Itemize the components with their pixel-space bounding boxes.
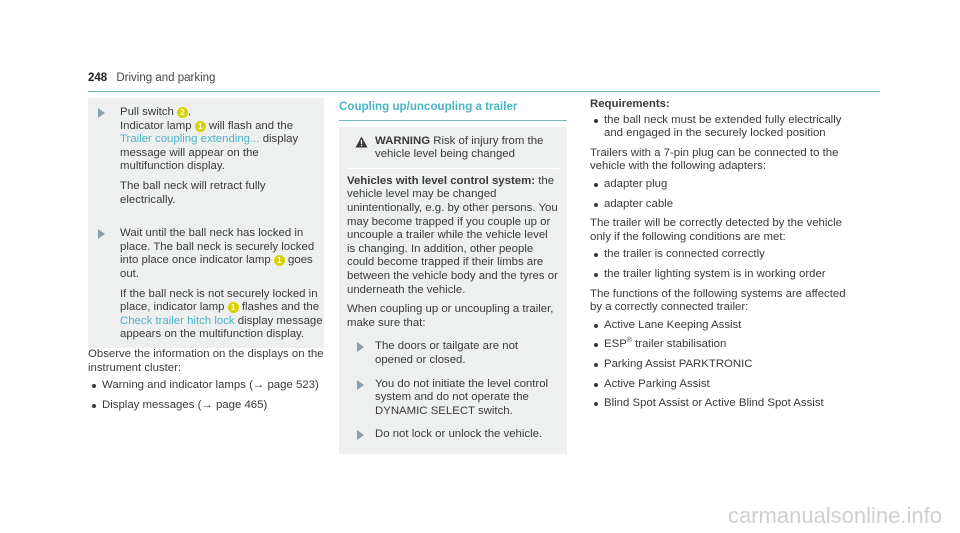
registered-mark: ® <box>626 337 632 345</box>
step-text-a: Pull switch <box>120 106 174 118</box>
detect-intro: The trailer will be correctly detected by the vehicle only if the following conditions are met: <box>590 217 842 243</box>
list-item: adapter plug <box>590 178 860 192</box>
header-divider <box>88 91 880 92</box>
callout-number-icon: 2 <box>177 107 188 118</box>
warning-label: WARNING <box>375 134 431 147</box>
display-message-link: Trailer coupling extending... <box>120 133 260 146</box>
column-left <box>88 98 324 418</box>
step-text-d: display message will appear on the multifunction display. <box>120 133 299 173</box>
step-text-b: Indicator lamp <box>120 119 192 132</box>
esp-label: ESP <box>604 338 627 351</box>
list-item: Parking Assist PARKTRONIC <box>590 358 860 372</box>
list-item: Blind Spot Assist or Active Blind Spot Assist <box>590 397 860 411</box>
column-middle <box>339 98 567 454</box>
page-header <box>88 72 878 90</box>
esp-suffix: trailer stabilisation <box>631 338 727 351</box>
conditions-list <box>590 248 860 281</box>
warning-step-text: The doors or tailgate are not opened or closed. <box>375 340 519 366</box>
note-text-b: flashes and the <box>241 301 320 314</box>
step-note <box>120 288 324 342</box>
page-title: Driving and parking <box>116 72 216 84</box>
list-item: Active Parking Assist <box>590 378 860 392</box>
step-arrow-icon <box>357 342 364 352</box>
list-item: Warning and indicator lamps (→ page 523) <box>88 379 324 393</box>
step-text-a: Wait until the ball neck has locked in place. The ball neck is securely locked into place once indicator lamp <box>120 227 315 267</box>
callout-number-icon: 1 <box>228 302 239 313</box>
instruction-step-2 <box>88 219 324 348</box>
requirements-title: Requirements: <box>590 98 670 110</box>
warning-bold-lead: Vehicles with level control system: <box>347 174 536 187</box>
step-text-c: will flash and the <box>208 119 294 132</box>
list-item: the trailer is connected correctly <box>590 248 860 262</box>
warning-paragraph: When coupling up or uncoupling a trailer, make sure that: <box>347 303 554 329</box>
step-text <box>120 227 324 281</box>
note-text-c: display message appears on the multifunction display. <box>120 314 323 341</box>
warning-box <box>339 127 567 454</box>
step-arrow-icon <box>98 229 105 239</box>
step-note: The ball neck will retract fully electrically. <box>120 179 266 206</box>
adapters-list <box>590 178 860 211</box>
adapters-intro: Trailers with a 7-pin plug can be connected to the vehicle with the following adapters: <box>590 146 839 173</box>
observe-text: Observe the information on the displays on the instrument cluster: <box>88 347 324 374</box>
list-item: adapter cable <box>590 198 860 212</box>
warning-text: the vehicle level may be changed unintentionally, e.g. by other persons. You may become trapped if you couple up or uncouple a trailer while the vehicle level is changing. In addition, other people could become trapped if their limbs are between the vehicle body and the tyres or underneath the vehicle. <box>347 174 558 296</box>
list-item <box>590 338 860 352</box>
warning-step <box>347 378 559 419</box>
note-text-a: If the ball neck is not securely locked in place, indicator lamp <box>120 287 318 314</box>
column-right <box>590 98 860 417</box>
list-item: the trailer lighting system is in working order <box>590 268 860 282</box>
list-item: Active Lane Keeping Assist <box>590 319 860 333</box>
warning-triangle-icon <box>355 136 368 148</box>
instruction-step-1 <box>88 98 324 219</box>
list-item: Display messages (→ page 465) <box>88 399 324 413</box>
watermark: carmanualsonline.info <box>727 503 942 529</box>
page-number: 248 <box>88 72 108 84</box>
step-arrow-icon <box>357 380 364 390</box>
step-text-b: goes out. <box>120 254 313 280</box>
step-arrow-icon <box>98 108 105 118</box>
callout-number-icon: 1 <box>274 255 285 266</box>
warning-step-text: Do not lock or unlock the vehicle. <box>375 428 543 441</box>
warning-paragraph <box>347 175 559 297</box>
section-title: Coupling up/uncoupling a trailer <box>339 98 567 121</box>
observe-bullet-list <box>88 379 324 412</box>
callout-number-icon: 1 <box>195 121 206 132</box>
display-message-link: Check trailer hitch lock <box>120 314 235 327</box>
warning-step-text: You do not initiate the level control system and do not operate the DYNAMIC SELECT switch. <box>375 377 549 417</box>
systems-intro: The functions of the following systems are affected by a correctly connected trailer: <box>590 287 846 314</box>
warning-headline: Risk of injury from the vehicle level being changed <box>375 134 544 161</box>
step-arrow-icon <box>357 430 364 440</box>
warning-header <box>347 135 559 162</box>
warning-body <box>347 168 559 442</box>
list-item: the ball neck must be extended fully electrically and engaged in the securely locked position <box>590 114 860 141</box>
warning-step <box>347 340 559 367</box>
warning-step <box>347 428 559 442</box>
requirements-list <box>590 114 860 141</box>
step-text: Pull switch 2 . Indicator lamp 1 will flash and the Trailer coupling extending... display message will appear on the multifunction display. <box>120 106 299 173</box>
systems-list <box>590 319 860 411</box>
